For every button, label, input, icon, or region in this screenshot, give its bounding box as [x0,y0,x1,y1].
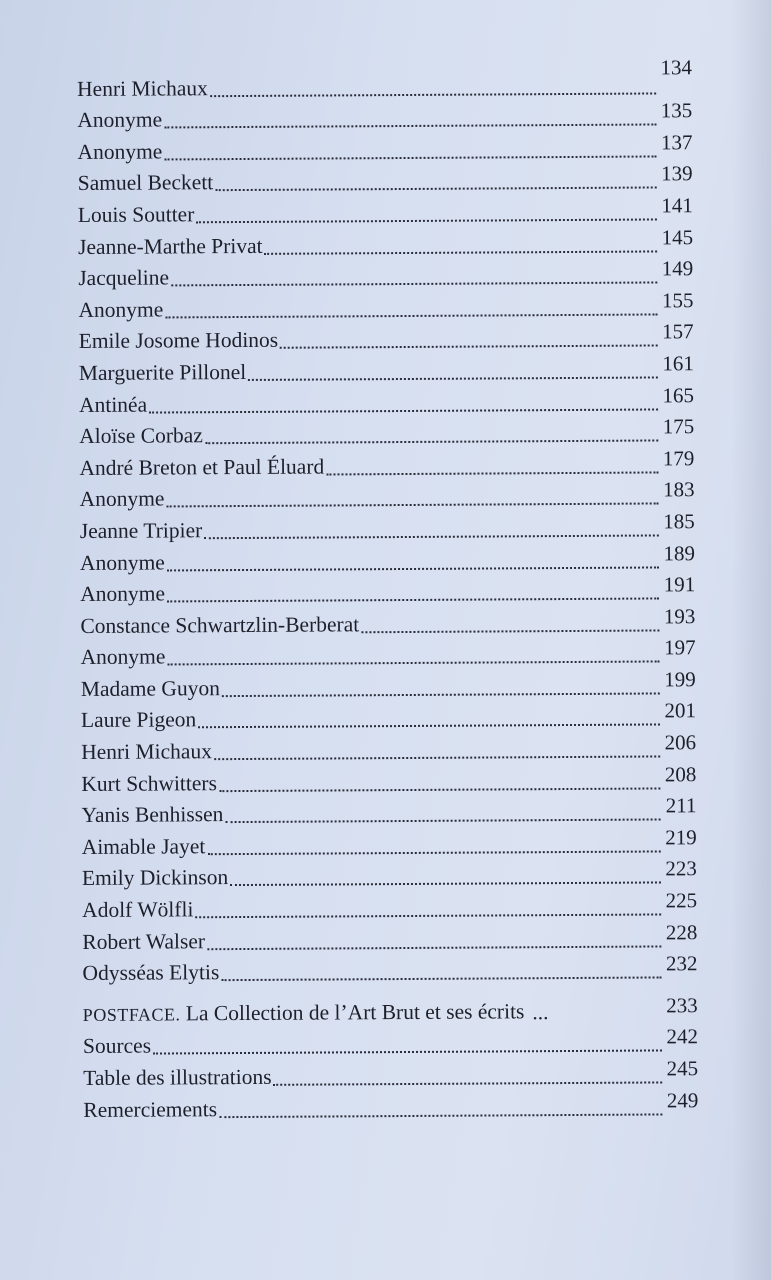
toc-entry [82,856,697,891]
toc-entry [78,161,693,196]
toc-entry-title: André Breton et Paul Éluard [79,454,325,480]
toc-entry-page-number: 199 [664,667,696,692]
toc-entry-page-number: 145 [661,224,694,249]
toc-entry [79,414,694,449]
toc-end-entries [83,1024,699,1123]
dot-leader [153,1028,662,1055]
toc-entry-title: Anonyme [79,486,165,512]
dot-leader [280,323,658,349]
toc-entry-page-number: 228 [665,919,698,945]
toc-entry-page-number: 175 [662,414,695,439]
toc-entry-title: Robert Walser [82,928,206,954]
toc-entry [79,445,694,480]
toc-entry [80,509,695,544]
toc-entry [80,477,695,512]
toc-entry [83,1056,698,1091]
toc-entry-title: Madame Guyon [80,676,220,701]
toc-entry-page-number: 206 [664,730,697,755]
dot-leader [207,828,661,855]
toc-entry [82,824,697,859]
toc-entry-page-number: 223 [665,856,697,881]
dot-leader [167,576,659,603]
toc-entry-title: Jeanne-Marthe Privat [78,233,263,259]
dot-leader [149,386,658,413]
dot-leader [164,133,656,160]
postface-page-number: 233 [666,993,698,1018]
dot-leader [264,228,657,254]
toc-entry-page-number: 191 [663,572,696,597]
toc-entry-page-number: 201 [664,698,696,723]
toc-entry [78,287,693,322]
toc-postface-row [83,992,698,1027]
dot-leader [165,291,657,318]
toc-entry [78,193,693,228]
toc-entry-title: Kurt Schwitters [81,770,217,796]
toc-entry-page-number: 208 [664,761,697,787]
dot-leader [215,165,657,192]
toc-entry-page-number: 242 [666,1024,698,1049]
toc-entry-title: Jacqueline [78,265,170,291]
toc-entry [82,919,697,954]
toc-entry-title: Anonyme [80,581,166,607]
toc-entry-title: Henri Michaux [81,739,213,765]
toc-entry-page-number: 193 [663,603,696,629]
toc-entry [77,54,693,101]
toc-entry-title: Anonyme [80,644,166,670]
dot-leader [225,797,660,824]
toc-entry-page-number: 137 [660,130,693,155]
toc-entry-page-number: 245 [666,1056,699,1081]
toc-entry-page-number: 149 [661,256,694,281]
dot-leader [222,670,660,697]
toc-entry [81,761,696,796]
toc-entry [81,730,696,765]
toc-entry [80,572,695,607]
toc-entry-page-number: 219 [665,825,697,850]
toc-entry [81,793,696,828]
toc-entry [81,667,696,702]
toc-entry [78,224,693,259]
dot-leader [164,102,656,129]
toc-entry-page-number: 161 [662,351,694,376]
toc-entry-title: Emily Dickinson [81,865,229,891]
toc-entry-title: Sources [82,1033,152,1059]
toc-entry [82,888,697,923]
toc-entry-page-number: 197 [663,635,696,660]
toc-entry-title: Marguerite Pillonel [78,359,247,385]
dot-leader [198,702,660,729]
toc-entry [79,351,694,386]
toc-entry-title: Laure Pigeon [80,707,197,733]
dot-leader [273,1059,662,1085]
dot-leader [166,481,658,508]
toc-entry [77,98,692,133]
dot-leader [230,860,661,887]
dot-leader [221,955,661,982]
toc-entry-title: Aimable Jayet [81,834,206,859]
toc-entry-title: Constance Schwartzlin-Berberat [80,611,360,638]
dot-leader [326,449,658,475]
toc-entry [79,319,694,354]
toc-entry-title: Emile Josome Hodinos [78,328,279,354]
toc-entry [80,635,695,670]
toc-entry-page-number: 139 [661,161,693,186]
toc-entry-page-number: 155 [661,287,694,313]
toc-entry-title: Anonyme [79,549,165,575]
toc-entry-page-number: 189 [663,540,696,565]
toc-entry [78,256,693,291]
dot-leader [361,607,659,633]
toc-entry-title: Antinéa [78,392,148,417]
dot-leader [219,765,661,792]
toc-entry-title: Louis Soutter [77,202,195,227]
toc-entry-page-number: 225 [665,888,698,913]
toc-entry [77,129,692,164]
toc-entry-page-number: 232 [665,951,698,976]
dot-leader [195,891,661,918]
dot-leader [210,70,656,97]
toc-entry-title: Anonyme [77,139,163,164]
dot-leader [248,354,658,381]
postface-title: La Collection de l’Art Brut et ses écrits [185,999,525,1026]
toc-entry-page-number: 135 [660,98,693,123]
toc-entry-title: Henri Michaux [77,75,208,101]
dot-leader [171,260,657,287]
dot-leader [204,512,659,539]
dot-leader [205,418,659,445]
postface-ellipsis: ... [532,999,549,1025]
table-of-contents [77,54,699,1122]
dot-leader [196,196,657,223]
toc-entry-page-number: 141 [661,193,693,218]
dot-leader [167,544,659,571]
toc-entry-page-number: 157 [662,319,694,344]
toc-entry-page-number: 134 [660,54,693,80]
toc-entry-page-number: 185 [663,509,695,534]
toc-entry-page-number: 165 [662,382,695,407]
toc-entry [80,603,695,638]
toc-entry [79,382,694,417]
toc-entries [77,54,698,986]
toc-entry [83,1024,698,1059]
toc-entry-page-number: 179 [662,445,695,471]
toc-entry-page-number: 211 [665,793,697,818]
toc-entry-title: Adolf Wölfli [82,897,194,923]
toc-entry [80,540,695,575]
postface-label: POSTFACE. [82,1004,181,1025]
toc-entry-title: Anonyme [77,107,163,133]
toc-entry-page-number: 183 [663,477,695,502]
toc-entry-title: Yanis Benhissen [81,802,224,828]
toc-entry [81,698,696,733]
toc-entry-title: Jeanne Tripier [79,518,203,543]
toc-entry-title: Odysséas Elytis [82,960,220,986]
dot-leader [207,923,661,950]
toc-entry-title: Samuel Beckett [77,170,214,196]
toc-entry-title: Anonyme [78,297,164,322]
toc-entry-title: Aloïse Corbaz [79,423,203,449]
dot-leader [219,1091,662,1118]
page-shadow [731,0,771,1280]
toc-entry-page-number: 249 [666,1087,699,1113]
dot-leader [167,639,659,666]
toc-entry-title: Table des illustrations [83,1064,272,1090]
toc-entry-title: Remerciements [83,1096,218,1122]
toc-entry [83,1087,698,1122]
dot-leader [214,734,660,761]
toc-entry [82,951,697,986]
